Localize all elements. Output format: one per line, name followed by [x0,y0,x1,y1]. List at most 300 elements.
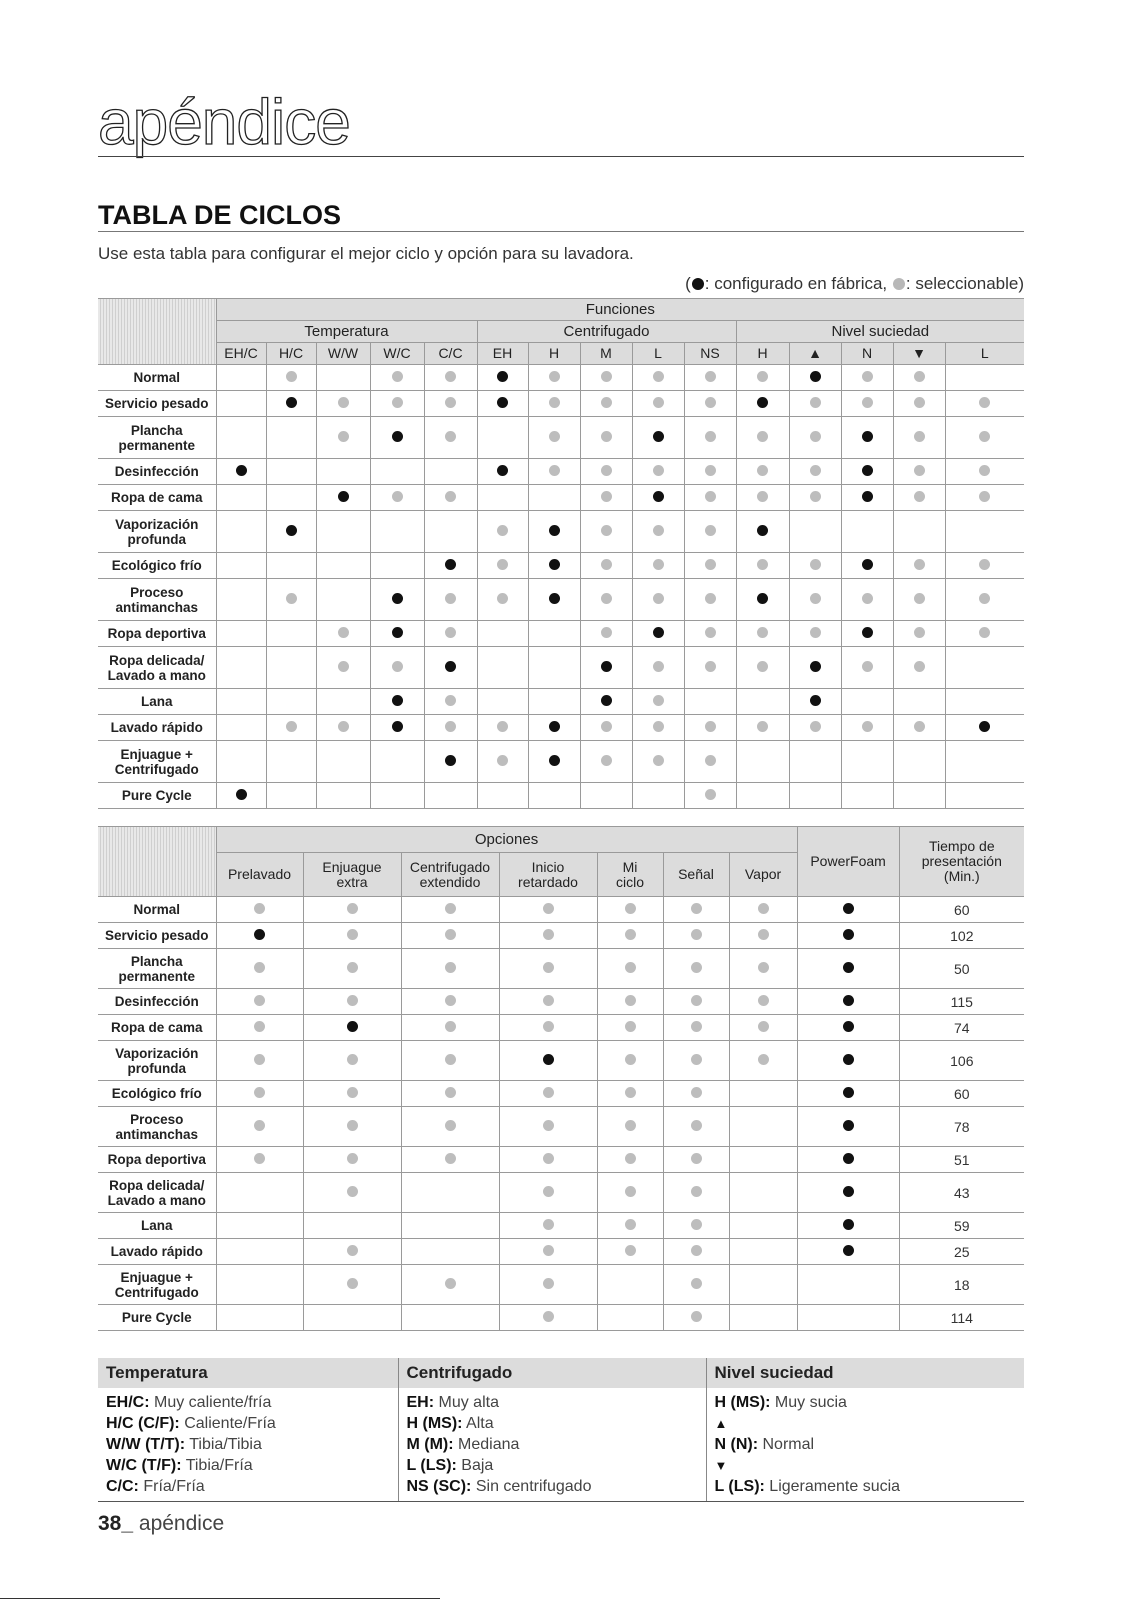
selectable-dot-icon [653,525,664,536]
table-cell [266,365,316,391]
selectable-dot-icon [705,491,716,502]
time-header [899,827,1024,897]
table-cell [597,1147,663,1173]
selectable-dot-icon [601,593,612,604]
selectable-dot-icon [862,397,873,408]
glossary-code: H/C (C/F): [106,1415,180,1432]
selectable-dot-icon [691,1153,702,1164]
table-cell [632,741,684,783]
table-cell [424,391,477,417]
factory-setting-dot-icon [653,491,664,502]
legend-selectable-text: : seleccionable) [905,274,1024,293]
table-cell [632,391,684,417]
selectable-dot-icon [347,1153,358,1164]
selectable-dot-icon [625,1054,636,1065]
cycle-name [98,741,216,783]
table-cell [663,1107,729,1147]
factory-setting-dot-icon [862,559,873,570]
table-cell [266,689,316,715]
table-cell [684,689,736,715]
table-cell [789,715,841,741]
table-cell [945,391,1024,417]
table-cell [216,1015,303,1041]
table-cell [789,417,841,459]
selectable-dot-icon [862,661,873,672]
selectable-dot-icon [979,465,990,476]
selectable-dot-icon [543,1311,554,1322]
table-cell [528,647,580,689]
column-header: L [632,343,684,365]
table-cell [216,391,266,417]
glossary-desc: Ligeramente sucia [764,1478,901,1495]
selectable-dot-icon [601,559,612,570]
table-row [98,459,1024,485]
cycle-name-line1: Plancha [130,422,183,438]
table-cell [370,365,424,391]
cycle-name-line1: Ropa deportiva [107,626,206,641]
table-cell [797,1147,899,1173]
table-cell [632,783,684,809]
table-cell [216,417,266,459]
selectable-dot-icon [705,789,716,800]
time-header-line3: (Min.) [943,868,980,884]
factory-setting-dot-icon [347,1021,358,1032]
factory-setting-dot-icon [810,371,821,382]
glossary-code: W/W (T/T): [106,1436,186,1453]
table-cell [528,511,580,553]
table-cell [797,989,899,1015]
factory-setting-dot-icon [862,431,873,442]
table-cell [580,621,632,647]
table-cell [789,689,841,715]
selectable-dot-icon [691,1186,702,1197]
factory-setting-dot-icon [549,755,560,766]
table-cell [632,417,684,459]
table-cell [632,621,684,647]
table-cell [266,391,316,417]
column-header: H/C [266,343,316,365]
table-cell [841,365,893,391]
selectable-dot-icon [445,929,456,940]
table-cell [401,1081,499,1107]
glossary-entry [715,1434,1017,1455]
cycle-name [98,689,216,715]
table-cell [736,391,789,417]
selectable-dot-icon [979,559,990,570]
options-table-body [98,897,1024,1331]
cycle-time: 18 [899,1265,1024,1305]
column-header: ▼ [893,343,945,365]
glossary-code: M (M): [406,1436,454,1453]
cycle-name-line2: Lavado a mano [107,1192,206,1208]
selectable-dot-icon [338,721,349,732]
cycle-name [98,647,216,689]
table-cell [893,689,945,715]
table-cell [424,621,477,647]
selectable-dot-icon [914,431,925,442]
selectable-dot-icon [445,1120,456,1131]
table-cell [893,715,945,741]
table-cell [266,783,316,809]
selectable-dot-icon [705,431,716,442]
table-cell [477,715,528,741]
table-cell [303,1305,401,1331]
table-cell [789,783,841,809]
table-cell [797,1239,899,1265]
table-cell [632,459,684,485]
options-corner [98,827,216,897]
cycle-time: 25 [899,1239,1024,1265]
table-cell [401,923,499,949]
factory-setting-dot-icon [843,929,854,940]
table-cell [893,783,945,809]
selectable-dot-icon [445,491,456,502]
cycle-name [98,365,216,391]
selectable-dot-icon [979,627,990,638]
factory-setting-dot-icon [757,525,768,536]
cycle-name-line1: Ropa de cama [110,490,203,505]
cycle-time: 43 [899,1173,1024,1213]
table-cell [945,459,1024,485]
table-cell [632,485,684,511]
table-cell [266,647,316,689]
cycle-name-line2: permanente [118,968,196,984]
selectable-dot-icon [705,627,716,638]
table-cell [316,621,370,647]
cycle-name [98,485,216,511]
factory-setting-dot-icon [601,661,612,672]
table-row [98,1239,1024,1265]
table-cell [893,485,945,511]
selectable-dot-icon [445,695,456,706]
table-row [98,391,1024,417]
table-cell [528,783,580,809]
cycle-name-line1: Ropa de cama [110,1020,203,1035]
table-cell [945,485,1024,511]
factory-setting-dot-icon [392,593,403,604]
table-cell [841,689,893,715]
column-header: EH [477,343,528,365]
table-cell [303,1173,401,1213]
table-row [98,949,1024,989]
table-cell [370,647,424,689]
column-header-line1: Prelavado [227,866,292,882]
selectable-dot-icon [497,559,508,570]
factory-setting-dot-icon [862,465,873,476]
table-cell [477,365,528,391]
table-row [98,485,1024,511]
glossary-temperature [98,1388,398,1502]
table-cell [266,485,316,511]
table-row [98,1081,1024,1107]
time-header-line2: presentación [921,853,1002,869]
section-rule [98,231,1024,232]
selectable-dot-icon [653,593,664,604]
table-cell [477,391,528,417]
table-cell [424,579,477,621]
column-header [729,853,797,897]
cycle-name-line2: antimanchas [115,1126,199,1142]
table-cell [797,1015,899,1041]
table-cell [303,1015,401,1041]
table-cell [477,579,528,621]
glossary-code: NS (SC): [406,1478,472,1495]
table-cell [499,1213,597,1239]
glossary-entry [106,1392,390,1413]
table-cell [401,989,499,1015]
cycle-name-line1: Normal [133,902,180,917]
table-cell [401,1305,499,1331]
table-cell [216,741,266,783]
table-cell [663,897,729,923]
factory-setting-dot-icon [862,627,873,638]
table-cell [789,365,841,391]
table-cell [841,391,893,417]
table-cell [528,485,580,511]
table-cell [789,621,841,647]
cycle-name-line2: profunda [127,531,186,547]
table-cell [945,689,1024,715]
selectable-dot-icon [757,559,768,570]
table-cell [216,689,266,715]
table-cell [303,1147,401,1173]
table-cell [893,621,945,647]
table-cell [789,459,841,485]
table-cell [729,1081,797,1107]
cycle-name-line1: Ropa delicada/ [109,1177,205,1193]
glossary-desc: Caliente/Fría [179,1415,276,1432]
factory-setting-dot-icon [549,525,560,536]
table-cell [499,1147,597,1173]
cycle-name [98,511,216,553]
cycle-name-line1: Servicio pesado [104,396,209,411]
table-cell [316,485,370,511]
selectable-dot-icon [810,431,821,442]
factory-setting-dot-icon [757,593,768,604]
table-cell [945,553,1024,579]
table-cell [729,1107,797,1147]
glossary-desc: Baja [456,1457,494,1474]
table-cell [945,621,1024,647]
column-header: EH/C [216,343,266,365]
table-cell [597,1107,663,1147]
table-cell [528,391,580,417]
table-cell [580,511,632,553]
temperature-header: Temperatura [216,321,477,343]
cycle-name [98,1213,216,1239]
table-cell [736,715,789,741]
table-row [98,989,1024,1015]
selectable-dot-icon [893,278,905,290]
table-cell [303,1041,401,1081]
cycle-name [98,579,216,621]
table-cell [841,417,893,459]
table-cell [424,741,477,783]
table-cell [499,1265,597,1305]
table-cell [216,1041,303,1081]
table-cell [841,783,893,809]
factory-dot-icon [692,278,704,290]
selectable-dot-icon [445,903,456,914]
time-header-line1: Tiempo de [929,838,995,854]
selectable-dot-icon [653,397,664,408]
table-cell [303,1213,401,1239]
selectable-dot-icon [445,995,456,1006]
table-cell [684,621,736,647]
cycle-time: 115 [899,989,1024,1015]
column-header-line2: extendido [419,873,481,890]
table-cell [797,923,899,949]
table-cell [797,1107,899,1147]
table-cell [632,715,684,741]
table-cell [424,715,477,741]
table-cell [499,1015,597,1041]
factory-setting-dot-icon [843,962,854,973]
column-header-line2: ciclo [615,873,644,890]
table-cell [797,949,899,989]
factory-setting-dot-icon [843,1120,854,1131]
selectable-dot-icon [543,1186,554,1197]
table-cell [736,417,789,459]
table-cell [499,989,597,1015]
table-cell [316,783,370,809]
legend-open: ( [685,274,691,293]
cycle-name-line1: Pure Cycle [121,788,192,803]
functions-table-body [98,365,1024,809]
cycle-time: 102 [899,923,1024,949]
cycle-name [98,1173,216,1213]
selectable-dot-icon [286,721,297,732]
cycle-name-line1: Ecológico frío [111,558,202,573]
cycle-name-line1: Lavado rápido [110,1244,203,1259]
functions-column-headers [98,343,1024,365]
table-cell [401,1239,499,1265]
selectable-dot-icon [543,1120,554,1131]
table-cell [789,553,841,579]
table-cell [789,485,841,511]
selectable-dot-icon [445,1278,456,1289]
factory-setting-dot-icon [843,1153,854,1164]
table-cell [580,391,632,417]
selectable-dot-icon [601,371,612,382]
factory-setting-dot-icon [843,995,854,1006]
selectable-dot-icon [625,929,636,940]
cycle-time: 60 [899,897,1024,923]
table-row [98,1107,1024,1147]
table-cell [216,647,266,689]
triangle-icon: ▼ [714,1458,728,1473]
selectable-dot-icon [705,721,716,732]
selectable-dot-icon [914,397,925,408]
table-cell [477,647,528,689]
table-cell [789,647,841,689]
table-cell [216,949,303,989]
factory-setting-dot-icon [497,397,508,408]
table-cell [477,485,528,511]
table-row [98,417,1024,459]
factory-setting-dot-icon [445,559,456,570]
table-cell [663,1041,729,1081]
table-cell [841,579,893,621]
soil-level-header: Nivel suciedad [736,321,1024,343]
cycle-name [98,1107,216,1147]
glossary-entry [106,1413,390,1434]
selectable-dot-icon [445,1054,456,1065]
table-row [98,689,1024,715]
table-cell [797,897,899,923]
table-cell [736,579,789,621]
table-cell [684,391,736,417]
table-cell [216,621,266,647]
table-cell [370,783,424,809]
glossary-entry [106,1455,390,1476]
table-cell [632,553,684,579]
selectable-dot-icon [914,465,925,476]
selectable-dot-icon [914,721,925,732]
selectable-dot-icon [691,1120,702,1131]
selectable-dot-icon [347,995,358,1006]
table-cell [663,1173,729,1213]
table-cell [424,647,477,689]
table-cell [216,459,266,485]
table-cell [370,553,424,579]
selectable-dot-icon [705,593,716,604]
table-cell [370,459,424,485]
factory-setting-dot-icon [843,1087,854,1098]
table-cell [663,1213,729,1239]
selectable-dot-icon [810,465,821,476]
column-header: ▲ [789,343,841,365]
table-cell [477,511,528,553]
table-cell [499,897,597,923]
cycle-name-line2: Centrifugado [114,761,199,777]
cycle-name-line1: Vaporización [115,516,199,532]
table-cell [424,689,477,715]
cycle-name-line2: profunda [127,1060,186,1076]
table-cell [499,949,597,989]
table-cell [303,989,401,1015]
selectable-dot-icon [601,465,612,476]
factory-setting-dot-icon [497,465,508,476]
cycle-time: 59 [899,1213,1024,1239]
selectable-dot-icon [347,1120,358,1131]
cycle-time: 74 [899,1015,1024,1041]
factory-setting-dot-icon [810,661,821,672]
table-cell [401,1015,499,1041]
table-row [98,579,1024,621]
table-cell [597,897,663,923]
table-cell [797,1173,899,1213]
table-cell [216,1265,303,1305]
cycle-name-line1: Pure Cycle [121,1310,192,1325]
table-cell [499,923,597,949]
spin-header: Centrifugado [477,321,736,343]
table-cell [528,741,580,783]
table-cell [684,741,736,783]
table-cell [663,1147,729,1173]
factory-setting-dot-icon [543,1054,554,1065]
glossary-entry [106,1434,390,1455]
table-cell [370,485,424,511]
table-cell [401,1147,499,1173]
powerfoam-header: PowerFoam [797,827,899,897]
table-cell [266,715,316,741]
selectable-dot-icon [653,755,664,766]
table-row [98,1265,1024,1305]
selectable-dot-icon [625,995,636,1006]
table-cell [893,511,945,553]
table-cell [632,689,684,715]
